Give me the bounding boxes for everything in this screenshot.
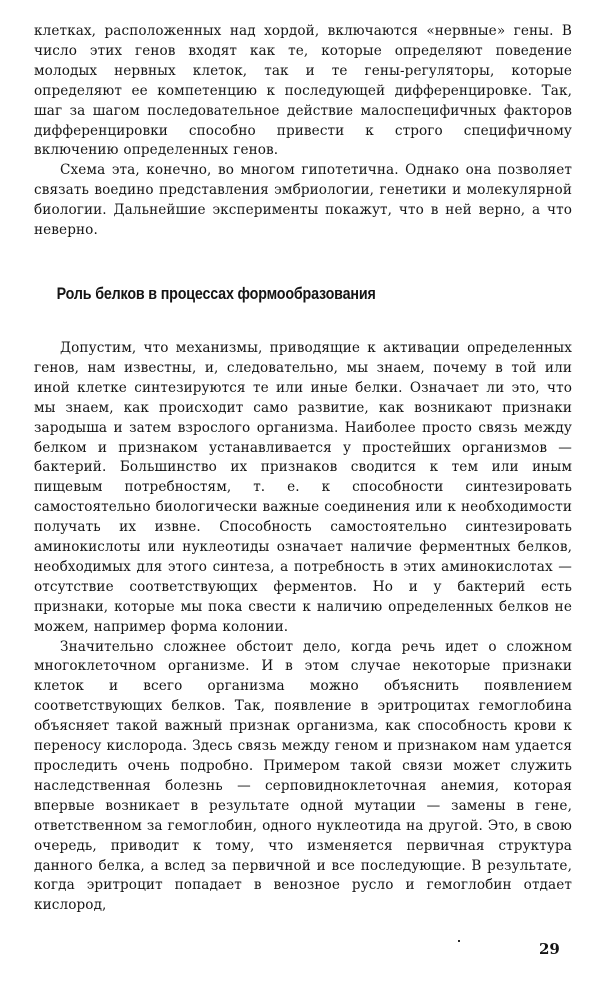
intro-paragraph: клетках, расположенных над хордой, включаются «нервные» гены. В число этих генов входят как те, которые определяют поведение молодых нервных клеток, так и те гены-регуляторы, которые определяют ее компетенцию к последующей дифференцировке. Так, шаг за шагом последовательное действие малоспецифичных факторов дифференцировки способно привести к строго специфичному включению определенных генов. (34, 23, 572, 159)
body-paragraph-2: Значительно сложнее обстоит дело, когда речь идет о сложном многоклеточном организме. И в этом случае некоторые признаки клеток и всего организма можно объяснить появлением соответствующих белков. Так, появление в эритроцитах гемоглобина объясняет такой важный признак организма, как способность крови к переносу кислорода. Здесь связь между геном и признаком нам удается проследить очень подробно. Примером такой связи может служить наследственная болезнь — серповидноклеточная анемия, которая впервые возникает в результате одной мутации — замены в гене, ответственном за гемоглобин, одного нуклеотида на другой. Это, в свою очередь, приводит к тому, что изменяется первичная структура данного белка, а вслед за первичной и все последующие. В результате, когда эритроцит попадает в венозное русло и гемоглобин отдает кислород, (34, 638, 572, 914)
scan-speck (458, 940, 460, 942)
book-page (34, 22, 572, 916)
section-heading: Роль белков в процессах формообразования (56, 283, 376, 303)
page-number: 29 (539, 940, 560, 958)
hypothesis-paragraph: Схема эта, конечно, во многом гипотетична. Однако она позволяет связать воедино представления эмбриологии, генетики и молекулярной биологии. Дальнейшие эксперименты покажут, что в ней верно, а что неверно. (34, 162, 572, 239)
body-paragraph-1: Допустим, что механизмы, приводящие к активации определенных генов, нам известны, и, следовательно, мы знаем, почему в той или иной клетке синтезируются те или иные белки. Означает ли это, что мы знаем, как происходит само развитие, как возникают признаки зародыша и затем взрослого организма. Наиболее просто связь между белком и признаком устанавливается у простейших организмов — бактерий. Большинство их признаков сводится к тем или иным пищевым потребностям, т. е. к способности синтезировать самостоятельно биологически важные соединения или к необходимости получать их извне. Способность самостоятельно синтезировать аминокислоты или нуклеотиды означает наличие ферментных белков, необходимых для этого синтеза, а потребность в этих аминокислотах — отсутствие соответствующих ферментов. Но и у бактерий есть признаки, которые мы пока свести к наличию определенных белков не можем, например форма колонии. (34, 339, 572, 635)
